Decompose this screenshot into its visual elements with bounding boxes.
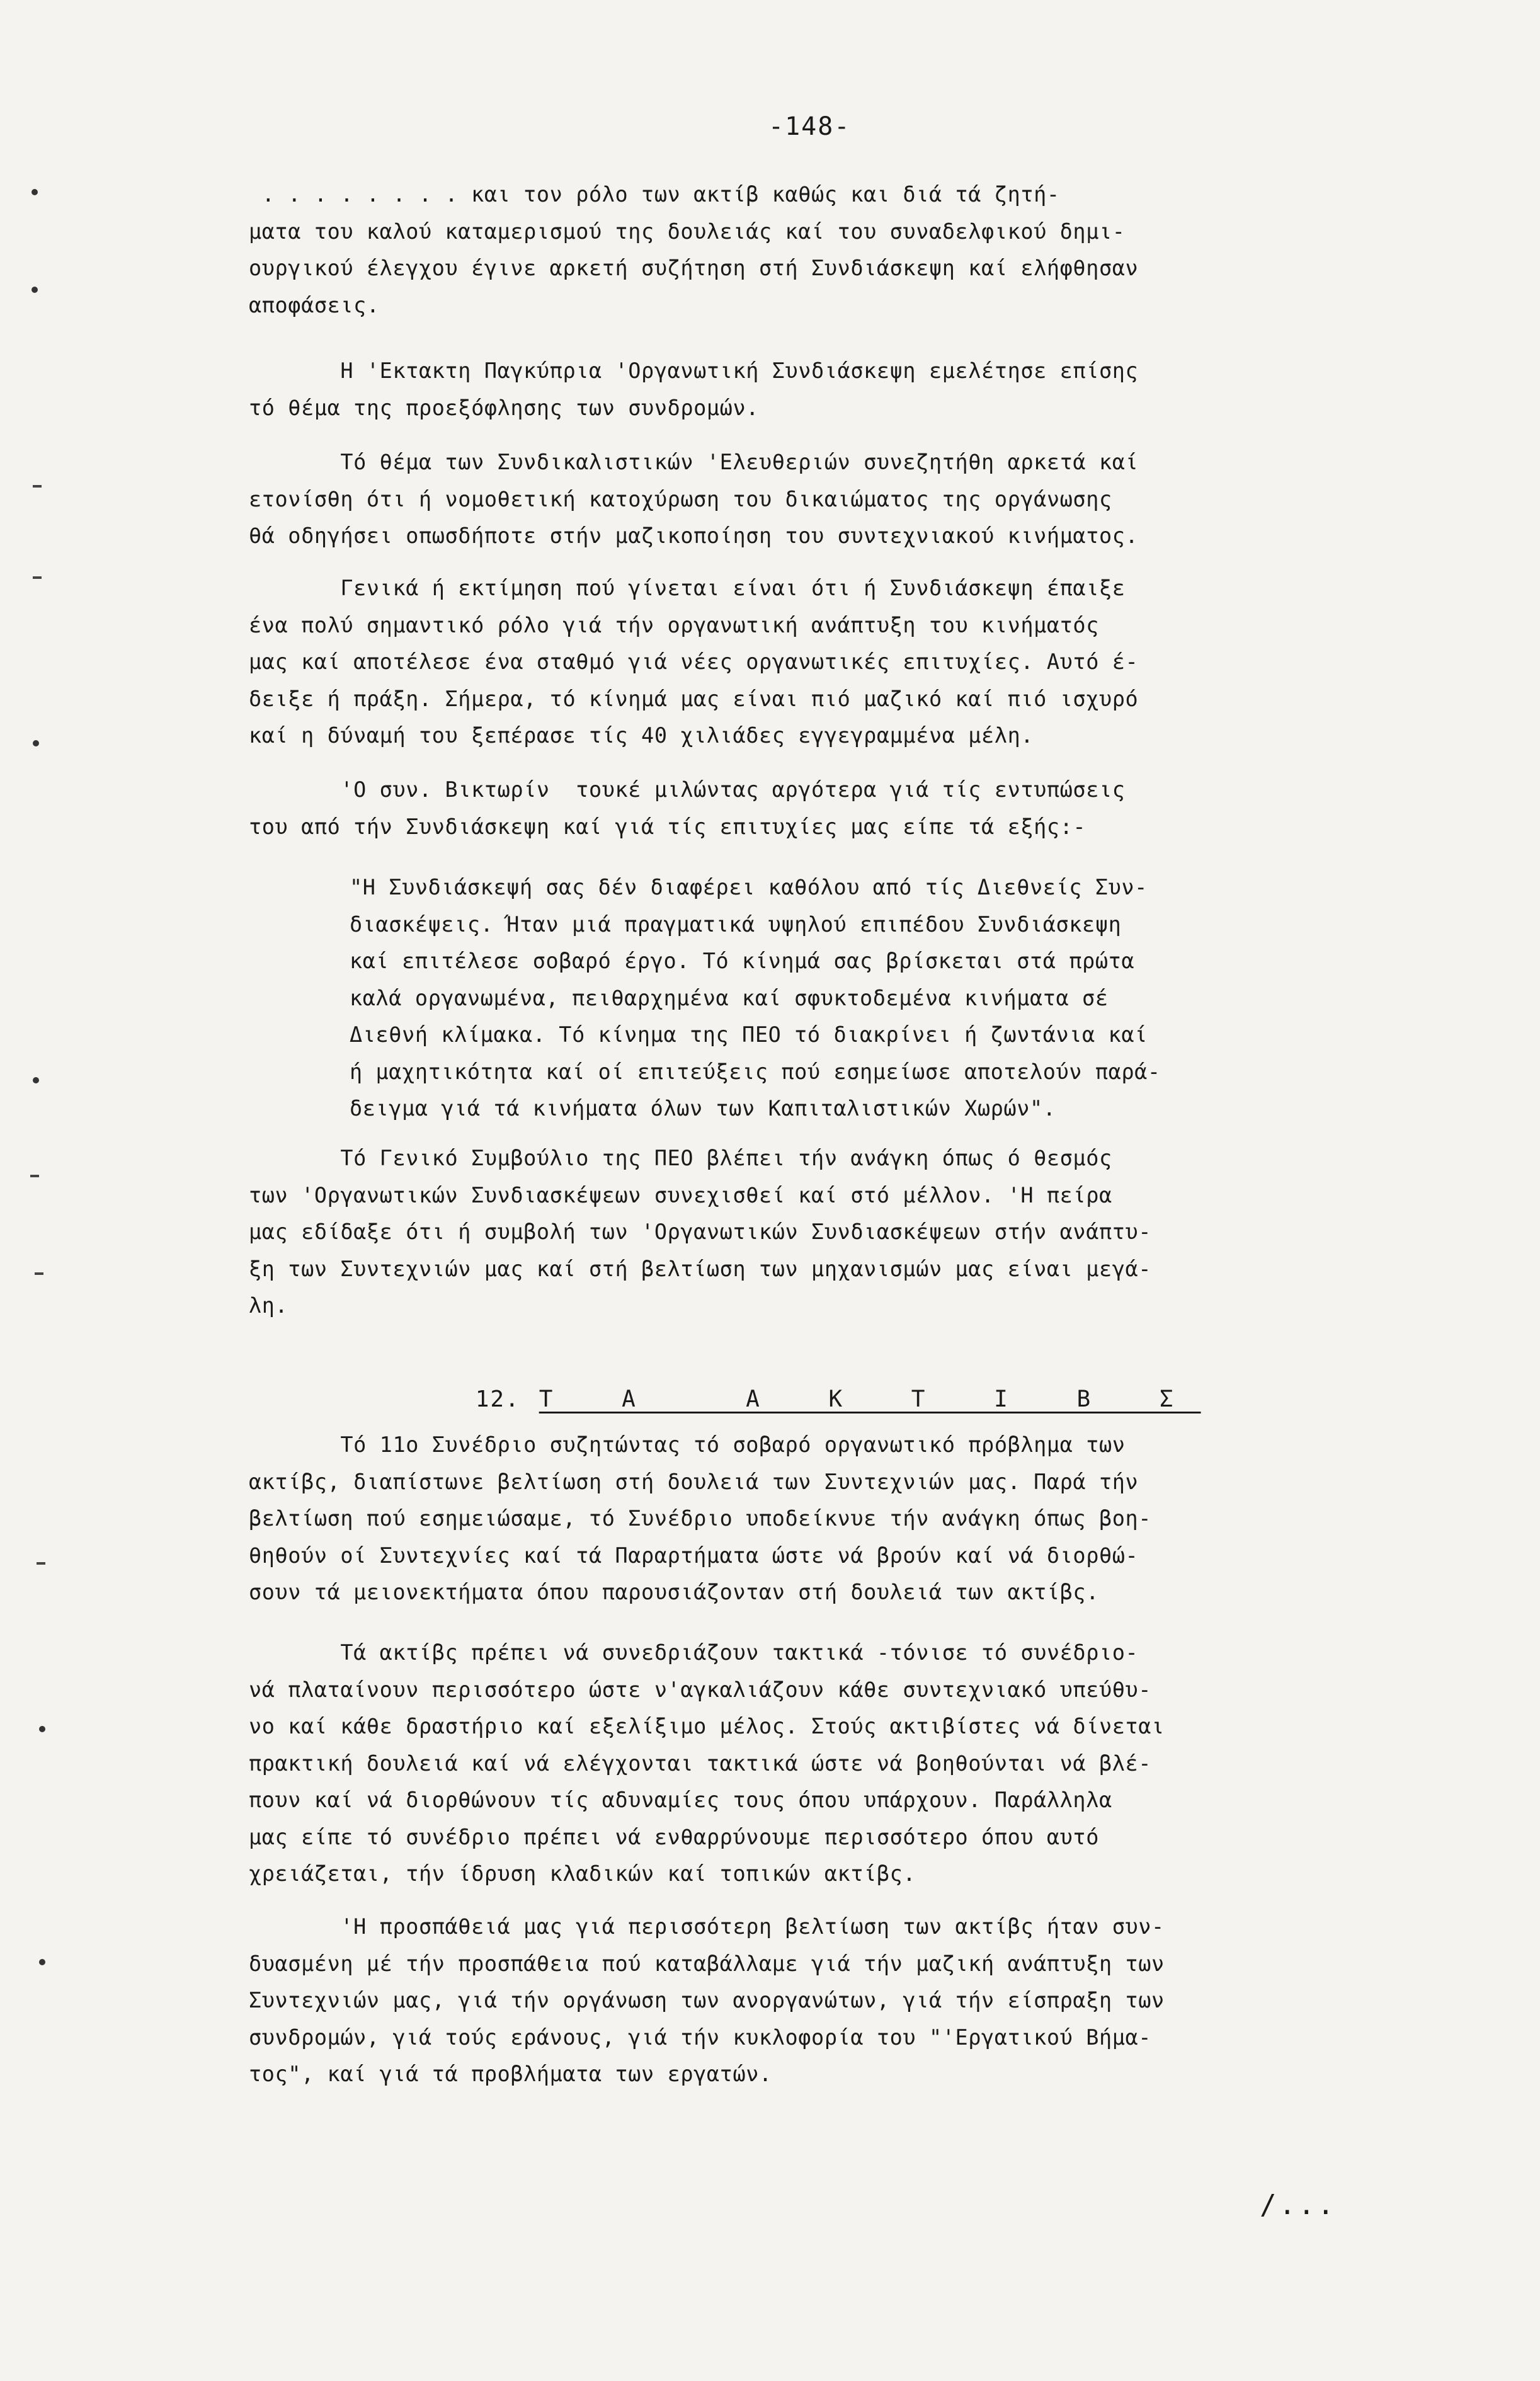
margin-dash xyxy=(37,1562,45,1565)
paragraph: Τό 11ο Συνέδριο συζητώντας τό σοβαρό οργανωτικό πρόβλημα των ακτίβς, διαπίστωνε βελτίωση στή δουλειά των Συντεχνιών μας. Παρά τήν βελτίωση πού εσημειώσαμε, τό Συνέδριο υποδείκνυε τήν ανάγκη όπως βοη- θηθούν οί Συντεχνίες καί τά Παραρτήματα ώστε νά βρούν καί νά διορθώ- σουν τά μειονεκτήματα όπου παρουσιάζονταν στή δουλειά των ακτίβς. xyxy=(249,1432,1152,1604)
margin-dot xyxy=(39,1959,45,1965)
page-number: -148- xyxy=(768,112,851,141)
margin-dot xyxy=(31,189,38,195)
margin-dot xyxy=(31,287,38,293)
continuation-mark: /... xyxy=(1260,2189,1337,2221)
paragraph: Γενικά ή εκτίμηση πού γίνεται είναι ότι ή Συνδιάσκεψη έπαιξε ένα πολύ σημαντικό ρόλο γιά τήν οργανωτική ανάπτυξη του κινήματός μας καί αποτέλεσε ένα σταθμό γιά νέες οργανωτικές επιτυχίες. Αυτό έ- δειξε ή πράξη. Σήμερα, τό κίνημά μας είναι πιό μαζικό καί πιό ισχυρό καί η δύναμή του ξεπέρασε τίς 40 χιλιάδες εγγεγραμμένα μέλη. xyxy=(249,576,1139,748)
margin-dash xyxy=(33,576,42,579)
margin-dash xyxy=(33,485,42,488)
margin-dot xyxy=(39,1726,45,1732)
margin-dot xyxy=(33,1077,39,1083)
paragraph: Τό θέμα των Συνδικαλιστικών 'Ελευθεριών συνεζητήθη αρκετά καί ετονίσθη ότι ή νομοθετική κατοχύρωση του δικαιώματος της οργάνωσης θά οδηγήσει οπωσδήποτε στήν μαζικοποίηση του συντεχνιακού κινήματος. xyxy=(249,450,1139,548)
margin-dot xyxy=(33,740,39,746)
section-title: Τ Α Α Κ Τ Ι Β Σ xyxy=(539,1386,1201,1412)
paragraph: 'Ο συν. Βικτωρίν τουκέ μιλώντας αργότερα γιά τίς εντυπώσεις του από τήν Συνδιάσκεψη καί γιά τίς επιτυχίες μας είπε τά εξής:- xyxy=(249,777,1126,839)
quotation: "Η Συνδιάσκεψή σας δέν διαφέρει καθόλου από τίς Διεθνείς Συν- διασκέψεις. Ήταν μιά πραγματικά υψηλού επιπέδου Συνδιάσκεψη καί επιτέλεσε σοβαρό έργο. Τό κίνημά σας βρίσκεται στά πρώτα καλά οργανωμένα, πειθαρχημένα καί σφυκτοδεμένα κινήματα σέ Διεθνή κλίμακα. Τό κίνημα της ΠΕΟ τό διακρίνει ή ζωντάνια καί ή μαχητικότητα καί οί επιτεύξεις πού εσημείωσε αποτελούν παρά- δειγμα γιά τά κινήματα όλων των Καπιταλιστικών Χωρών". xyxy=(350,875,1161,1121)
paragraph: Η 'Εκτακτη Παγκύπρια 'Οργανωτική Συνδιάσκεψη εμελέτησε επίσης τό θέμα της προεξόφλησης των συνδρομών. xyxy=(249,358,1139,420)
paragraph: . . . . . . . . και τον ρόλο των ακτίβ καθώς και διά τά ζητή- ματα του καλού καταμερισμού της δουλειάς καί του συναδελφικού δημι- ουργικού έλεγχου έγινε αρκετή συζήτηση στή Συνδιάσκεψη καί ελήφθησαν αποφάσεις. xyxy=(249,182,1139,317)
margin-dash xyxy=(30,1175,39,1177)
paragraph: 'Η προσπάθειά μας γιά περισσότερη βελτίωση των ακτίβς ήταν συν- δυασμένη μέ τήν προσπάθεια πού καταβάλλαμε γιά τήν μαζική ανάπτυξη των Συντεχνιών μας, γιά τήν οργάνωση των ανοργανώτων, γιά τήν είσπραξη των συνδρομών, γιά τούς εράνους, γιά τήν κυκλοφορία του "'Εργατικού Βήμα- τος", καί γιά τά προβλήματα των εργατών. xyxy=(249,1914,1165,2086)
paragraph: Τό Γενικό Συμβούλιο της ΠΕΟ βλέπει τήν ανάγκη όπως ό θεσμός των 'Οργανωτικών Συνδιασκέψεων συνεχισθεί καί στό μέλλον. 'Η πείρα μας εδίδαξε ότι ή συμβολή των 'Οργανωτικών Συνδιασκέψεων στήν ανάπτυ- ξη των Συντεχνιών μας καί στή βελτίωση των μηχανισμών μας είναι μεγά- λη. xyxy=(249,1146,1152,1318)
section-number: 12. xyxy=(475,1386,520,1412)
margin-dash xyxy=(35,1272,43,1275)
paragraph: Τά ακτίβς πρέπει νά συνεδριάζουν τακτικά -τόνισε τό συνέδριο- νά πλαταίνουν περισσότερο ώστε ν'αγκαλιάζουν κάθε συντεχνιακό υπεύθυ- νο καί κάθε δραστήριο καί εξελίξιμο μέλος. Στούς ακτιβίστες νά δίνεται πρακτική δουλειά καί νά ελέγχονται τακτικά ώστε νά βοηθούνται νά βλέ- πουν καί νά διορθώνουν τίς αδυναμίες τους όπου υπάρχουν. Παράλληλα μας είπε τό συνέδριο πρέπει νά ενθαρρύνουμε περισσότερο όπου αυτό χρειάζεται, τήν ίδρυση κλαδικών καί τοπικών ακτίβς. xyxy=(249,1640,1165,1886)
